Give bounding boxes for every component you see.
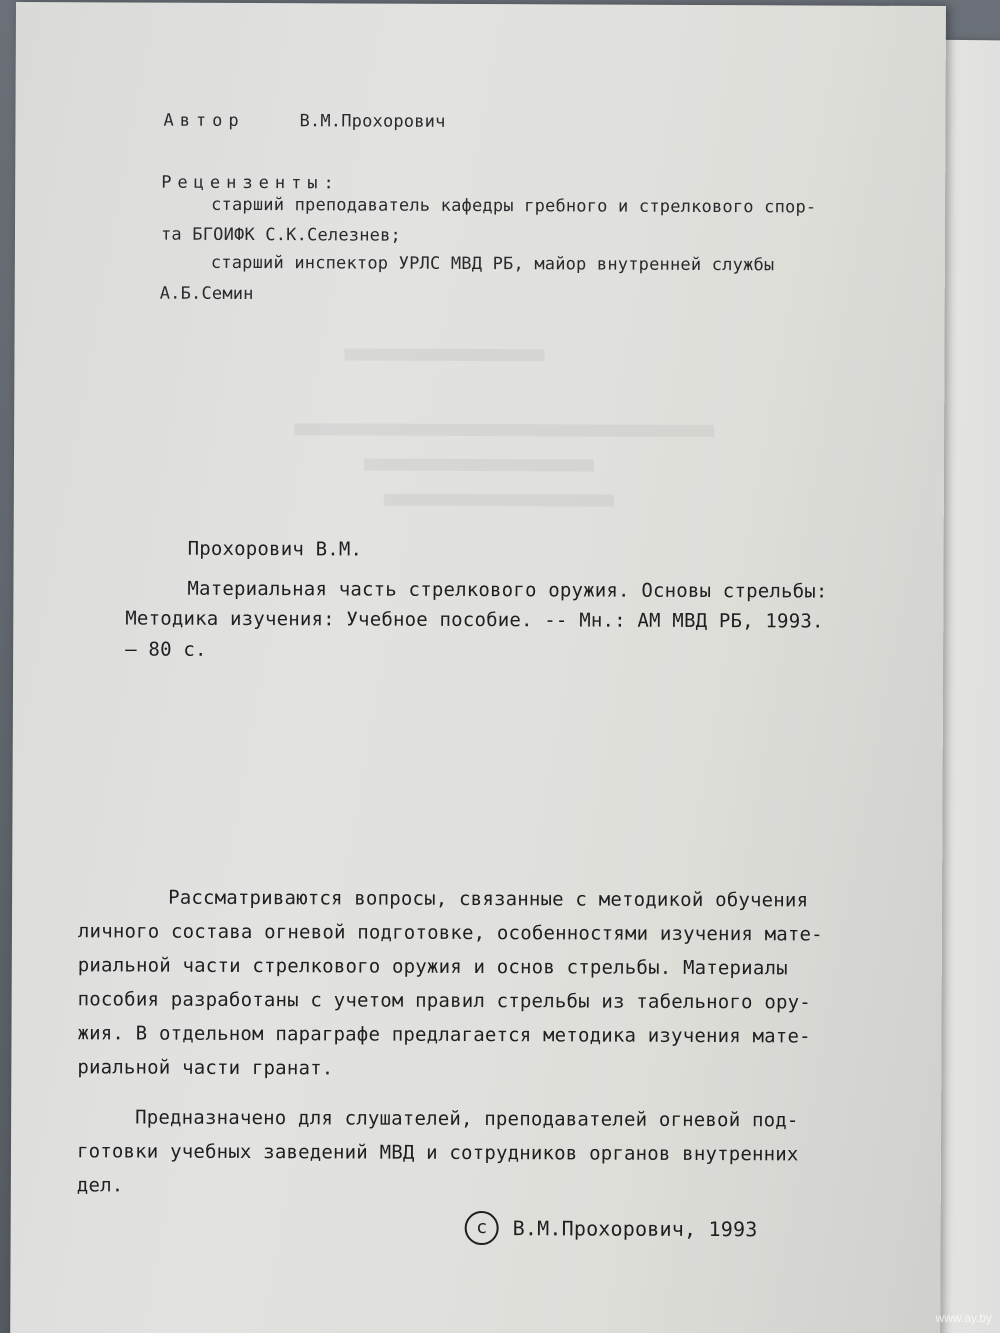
bleed-through-mark xyxy=(344,348,544,361)
author-label: Автор xyxy=(163,110,245,131)
bleed-through-mark xyxy=(294,423,714,437)
abstract-line: риальной части стрелкового оружия и основ стрельбы. Материалы xyxy=(77,954,788,980)
abstract-line: жия. В отдельном параграфе предлагается методика изучения мате- xyxy=(77,1022,811,1048)
reviewer-line: та БГОИФК С.К.Селезнев; xyxy=(160,224,402,246)
copyright-text: В.М.Прохорович, 1993 xyxy=(512,1216,758,1242)
bleed-through-mark xyxy=(384,494,614,507)
bib-author: Прохорович В.М. xyxy=(187,537,363,561)
abstract-line: пособия разработаны с учетом правил стрельбы из табельного ору- xyxy=(77,988,811,1014)
bleed-through-mark xyxy=(364,459,594,472)
copyright-symbol: c xyxy=(465,1211,499,1245)
document-page xyxy=(10,2,946,1333)
reviewer-line: А.Б.Семин xyxy=(159,283,254,305)
site-watermark: www.ay.by xyxy=(935,1311,992,1325)
bib-line: Материальная часть стрелкового оружия. Основы стрельбы: xyxy=(187,577,828,603)
author-name: В.М.Прохорович xyxy=(299,111,446,132)
abstract-line: Рассматриваются вопросы, связанные с методикой обучения xyxy=(168,886,809,912)
reviewer-line: старший преподаватель кафедры гребного и стрелкового спор- xyxy=(211,194,817,218)
purpose-line: готовки учебных заведений МВД и сотрудников органов внутренних xyxy=(76,1140,799,1166)
bib-line: Методика изучения: Учебное пособие. -- Мн.: АМ МВД РБ, 1993. xyxy=(125,607,824,633)
purpose-line: дел. xyxy=(76,1174,124,1197)
abstract-line: риальной части гранат. xyxy=(77,1056,334,1080)
purpose-line: Предназначено для слушателей, преподавателей огневой под- xyxy=(135,1106,799,1132)
reviewers-label: Рецензенты: xyxy=(161,172,340,194)
reviewer-line: старший инспектор УРЛС МВД РБ, майор внутренней службы xyxy=(210,252,775,276)
abstract-line: личного состава огневой подготовке, особенностями изучения мате- xyxy=(77,920,823,946)
bib-line: — 80 с. xyxy=(125,638,207,661)
